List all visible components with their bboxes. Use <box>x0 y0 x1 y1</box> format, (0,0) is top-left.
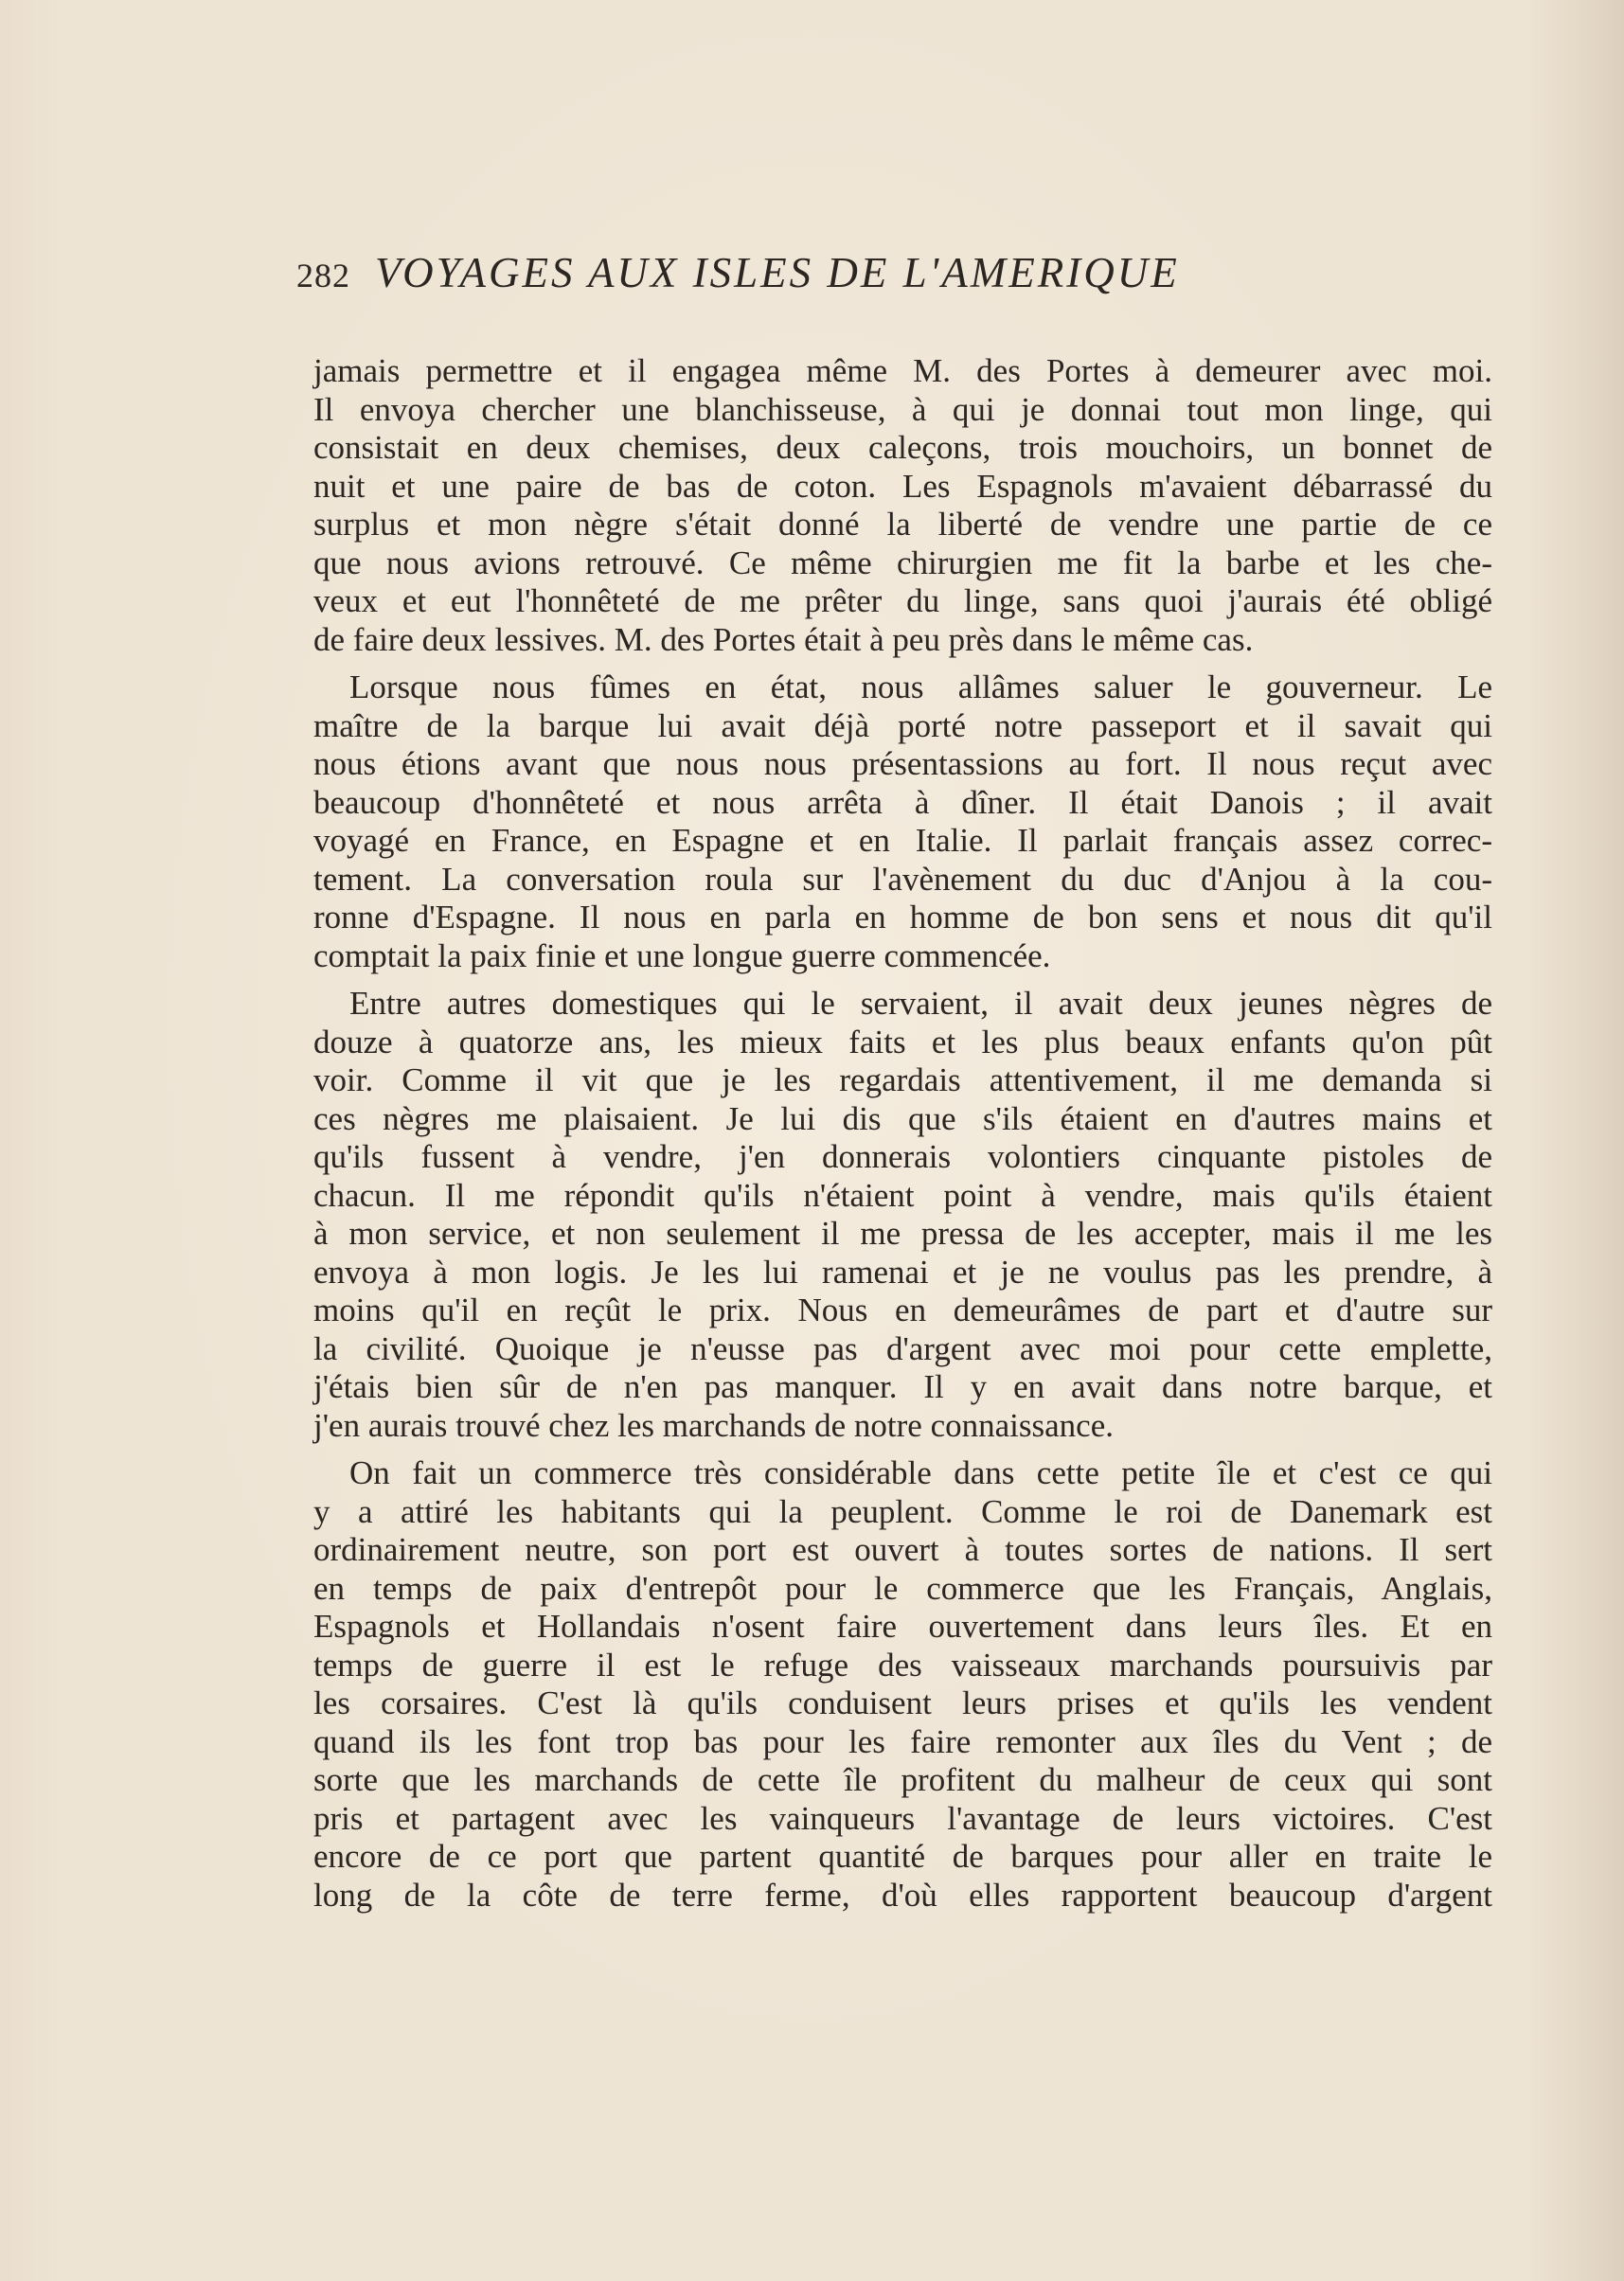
text-line: j'en aurais trouvé chez les marchands de notre connaissance. <box>313 1406 1114 1444</box>
text-line: y a attiré les habitants qui la peuplent. Comme le roi de Danemark est <box>313 1492 1492 1530</box>
text-line: On fait un commerce très considérable dans cette petite île et c'est ce qui <box>349 1454 1492 1491</box>
text-line: beaucoup d'honnêteté et nous arrêta à dîner. Il était Danois ; il avait <box>313 783 1492 821</box>
text-line: j'étais bien sûr de n'en pas manquer. Il y en avait dans notre barque, et <box>313 1368 1492 1405</box>
text-line: qu'ils fussent à vendre, j'en donnerais volontiers cinquante pistoles de <box>313 1138 1492 1175</box>
text-line: en temps de paix d'entrepôt pour le commerce que les Français, Anglais, <box>313 1569 1492 1607</box>
text-line: surplus et mon nègre s'était donné la liberté de vendre une partie de ce <box>313 506 1492 543</box>
paragraph <box>313 985 1492 1445</box>
text-line: ronne d'Espagne. Il nous en parla en homme de bon sens et nous dit qu'il <box>313 899 1492 936</box>
text-line: ordinairement neutre, son port est ouvert à toutes sortes de nations. Il sert <box>313 1531 1492 1568</box>
text-line: jamais permettre et il engagea même M. des Portes à demeurer avec moi. <box>313 352 1492 389</box>
text-line: que nous avions retrouvé. Ce même chirurgien me fit la barbe et les che- <box>313 544 1492 581</box>
text-line: maître de la barque lui avait déjà porté notre passeport et il savait qui <box>313 706 1492 744</box>
text-line: encore de ce port que partent quantité de barques pour aller en traite le <box>313 1838 1492 1875</box>
text-line: Il envoya chercher une blanchisseuse, à qui je donnai tout mon linge, qui <box>313 390 1492 428</box>
text-line: moins qu'il en reçût le prix. Nous en demeurâmes de part et d'autre sur <box>313 1292 1492 1328</box>
text-line: consistait en deux chemises, deux caleçons, trois mouchoirs, un bonnet de <box>313 429 1492 466</box>
text-line: nous étions avant que nous nous présentassions au fort. Il nous reçut avec <box>313 745 1492 782</box>
text-line: Lorsque nous fûmes en état, nous allâmes saluer le gouverneur. Le <box>349 668 1492 705</box>
running-title: VOYAGES AUX ISLES DE L'AMERIQUE <box>375 249 1180 296</box>
text-line: voyagé en France, en Espagne et en Italie. Il parlait français assez correc- <box>313 822 1492 859</box>
paragraph <box>313 668 1492 975</box>
text-line: envoya à mon logis. Je les lui ramenai et je ne voulus pas les prendre, à <box>313 1253 1492 1291</box>
text-line: la civilité. Quoique je n'eusse pas d'argent avec moi pour cette emplette, <box>313 1329 1492 1367</box>
text-line: Espagnols et Hollandais n'osent faire ouvertement dans leurs îles. Et en <box>313 1608 1492 1645</box>
text-line: quand ils les font trop bas pour les faire remonter aux îles du Vent ; de <box>313 1722 1492 1760</box>
text-line: nuit et une paire de bas de coton. Les Espagnols m'avaient débarrassé du <box>313 467 1492 505</box>
text-line: à mon service, et non seulement il me pressa de les accepter, mais il me les <box>313 1215 1492 1252</box>
text-line: pris et partagent avec les vainqueurs l'avantage de leurs victoires. C'est <box>313 1799 1492 1837</box>
text-line: voir. Comme il vit que je les regardais attentivement, il me demanda si <box>313 1061 1492 1098</box>
text-line: les corsaires. C'est là qu'ils conduisent leurs prises et qu'ils les vendent <box>313 1684 1492 1721</box>
text-line: chacun. Il me répondit qu'ils n'étaient point à vendre, mais qu'ils étaient <box>313 1176 1492 1214</box>
text-line: douze à quatorze ans, les mieux faits et les plus beaux enfants qu'on pût <box>313 1023 1492 1060</box>
page-header <box>296 248 1395 314</box>
text-line: Entre autres domestiques qui le servaient, il avait deux jeunes nègres de <box>349 985 1492 1022</box>
text-line: comptait la paix finie et une longue guerre commencée. <box>313 936 1051 974</box>
text-line: ces nègres me plaisaient. Je lui dis que s'ils étaient en d'autres mains et <box>313 1099 1492 1137</box>
page-number: 282 <box>296 257 350 294</box>
text-line: sorte que les marchands de cette île profitent du malheur de ceux qui sont <box>313 1761 1492 1798</box>
paragraph <box>313 1454 1492 1915</box>
text-line: temps de guerre il est le refuge des vaisseaux marchands poursuivis par <box>313 1646 1492 1684</box>
text-line: de faire deux lessives. M. des Portes était à peu près dans le même cas. <box>313 620 1254 658</box>
text-line: veux et eut l'honnêteté de me prêter du linge, sans quoi j'aurais été obligé <box>313 582 1492 619</box>
text-line: tement. La conversation roula sur l'avènement du duc d'Anjou à la cou- <box>313 860 1492 898</box>
paragraph <box>313 352 1492 659</box>
text-line: long de la côte de terre ferme, d'où elles rapportent beaucoup d'argent <box>313 1876 1492 1914</box>
text-body <box>313 352 1492 1924</box>
